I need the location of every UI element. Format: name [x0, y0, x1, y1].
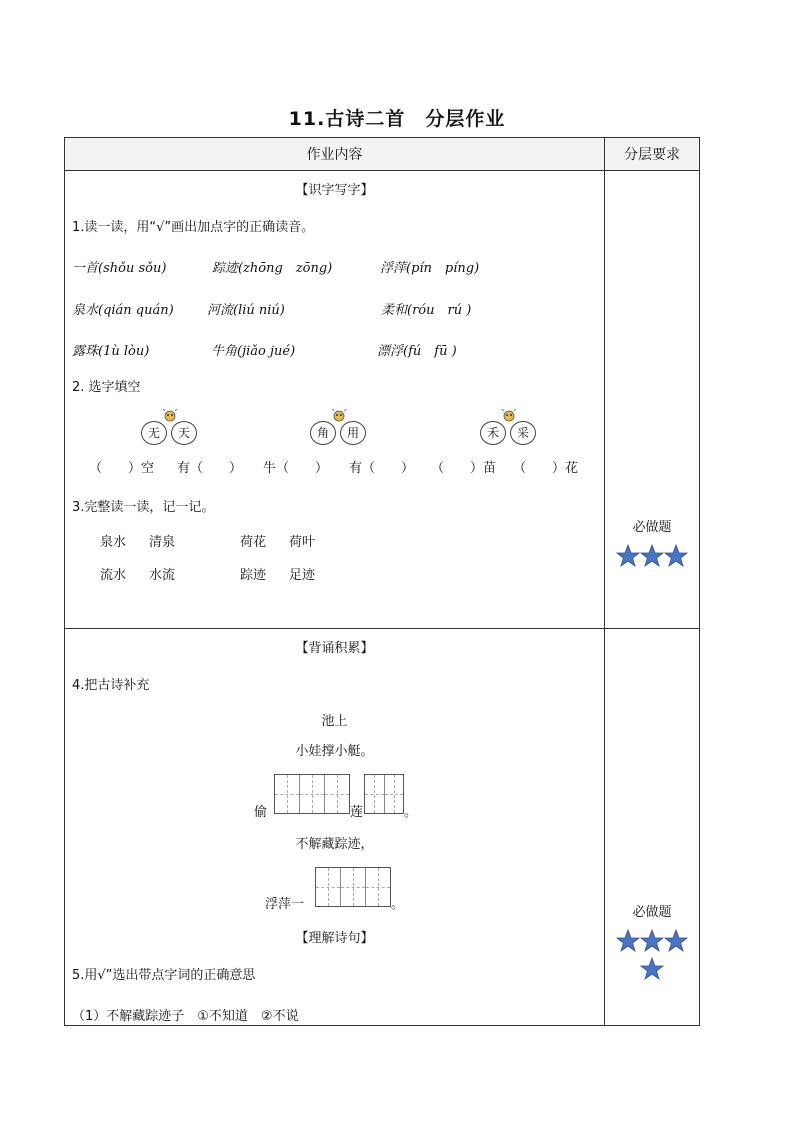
pinyin-item: 牛角(jiǎo jué)	[211, 344, 296, 359]
word-item: 踪迹	[240, 568, 267, 583]
bug-icon	[330, 409, 348, 423]
pinyin-item: 一首(shǒu sǒu)	[72, 261, 167, 276]
word-item: 水流	[149, 568, 176, 583]
poem-title: 池上	[321, 714, 348, 729]
word-item: 荷叶	[289, 535, 316, 550]
star-icon	[664, 929, 688, 953]
pinyin-item: 踪迹(zhōng zōng)	[212, 261, 333, 276]
pinyin-item: 浮萍(pín píng)	[380, 261, 480, 276]
fill-blank[interactable]: 牛（ ）	[263, 461, 329, 476]
question-4: 4.把古诗补充	[72, 678, 150, 693]
bug-icon	[161, 409, 179, 423]
char-pair-3	[480, 413, 536, 443]
fill-blank[interactable]: （ ）花	[513, 461, 579, 476]
char-option: 角	[310, 421, 336, 445]
char-option: 禾	[480, 421, 506, 445]
question-3: 3.完整读一读，记一记。	[72, 500, 215, 515]
requirement-label: 必做题	[632, 520, 672, 535]
star-icon	[640, 957, 664, 981]
star-icon	[616, 544, 640, 568]
char-option: 用	[340, 421, 366, 445]
star-rating	[605, 929, 699, 985]
pinyin-item: 漂浮(fú fū )	[377, 344, 457, 359]
word-item: 泉水	[100, 535, 127, 550]
word-item: 荷花	[240, 535, 267, 550]
fill-blank[interactable]: 有（ ）	[349, 461, 415, 476]
header-content: 作业内容	[65, 138, 605, 171]
question-2: 2. 选字填空	[72, 380, 141, 395]
writing-grid[interactable]	[364, 774, 404, 814]
char-option: 无	[141, 421, 167, 445]
question-1: 1.读一读，用“√”画出加点字的正确读音。	[72, 220, 315, 235]
poem-line-4-end: 。	[391, 897, 405, 912]
bug-icon	[500, 409, 518, 423]
star-icon	[640, 544, 664, 568]
word-item: 足迹	[289, 568, 316, 583]
question-5-item-1: （1）不解藏踪迹子 ①不知道 ②不说	[72, 1009, 299, 1024]
section2-content	[65, 629, 604, 1025]
char-option: 天	[171, 421, 197, 445]
homework-table	[64, 137, 700, 1026]
char-option: 采	[510, 421, 536, 445]
section-heading-literacy: 【识字写字】	[295, 183, 374, 198]
star-rating	[605, 544, 699, 572]
fill-blank[interactable]: （ ）苗	[431, 461, 497, 476]
char-pair-1	[141, 413, 197, 443]
star-icon	[640, 929, 664, 953]
section-heading-understand: 【理解诗句】	[295, 931, 374, 946]
pinyin-item: 河流(liú niú)	[207, 303, 285, 318]
poem-line-4-start: 浮萍一	[265, 897, 305, 912]
writing-grid[interactable]	[315, 867, 391, 907]
section1-requirement	[605, 171, 699, 628]
poem-line-2-mid: 莲	[350, 805, 364, 820]
question-5: 5.用√”选出带点字词的正确意思	[72, 968, 256, 983]
section-heading-recite: 【背诵积累】	[295, 641, 374, 656]
fill-blank[interactable]: 有（ ）	[177, 461, 243, 476]
pinyin-item: 泉水(qián quán)	[72, 303, 174, 318]
page-title: 11.古诗二首 分层作业	[288, 108, 506, 130]
poem-line-2-end: 。	[404, 805, 418, 820]
requirement-label: 必做题	[632, 905, 672, 920]
header-requirement: 分层要求	[605, 138, 700, 171]
word-item: 流水	[100, 568, 127, 583]
star-icon	[664, 544, 688, 568]
poem-line-1: 小娃撑小艇。	[295, 744, 374, 759]
section1-content	[65, 171, 604, 628]
section2-requirement	[605, 629, 699, 1025]
word-item: 清泉	[149, 535, 176, 550]
pinyin-item: 露珠(1ù lòu)	[72, 344, 150, 359]
pinyin-item: 柔和(róu rú )	[381, 303, 472, 318]
poem-line-2-start: 偷	[254, 805, 268, 820]
poem-line-3: 不解藏踪迹，	[295, 837, 374, 852]
fill-blank[interactable]: （ ）空	[89, 461, 155, 476]
star-icon	[616, 929, 640, 953]
writing-grid[interactable]	[274, 774, 350, 814]
char-pair-2	[310, 413, 366, 443]
